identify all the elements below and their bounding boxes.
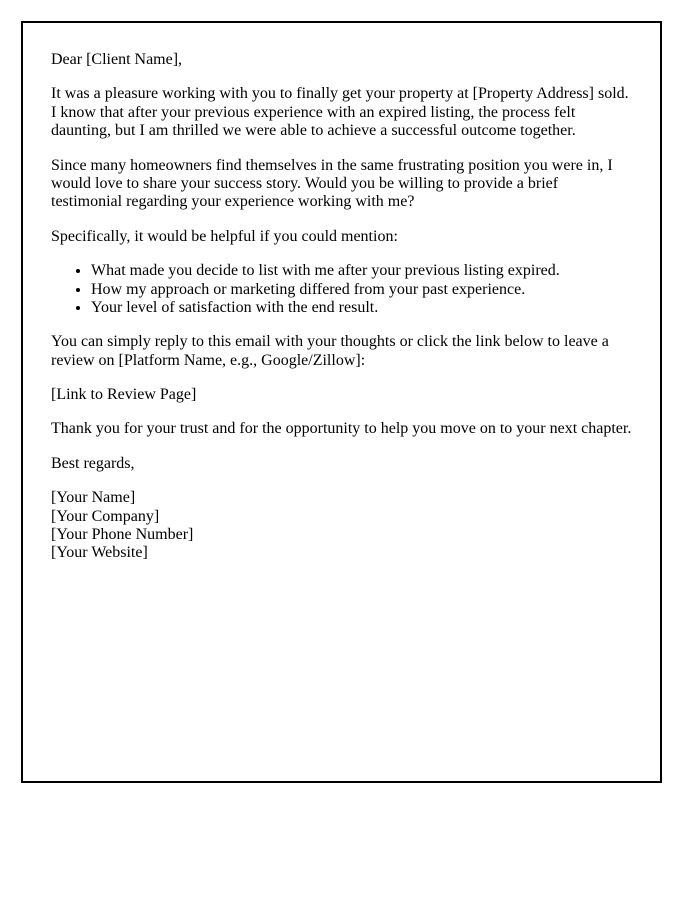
list-item: • What made you decide to list with me after your previous listing expired. — [91, 262, 632, 280]
testimonial-points-list — [51, 262, 632, 317]
signature-block — [51, 489, 632, 563]
body-paragraph-2: Since many homeowners find themselves in the same frustrating position you were in, I would love to share your success story. Would you be willing to provide a brief testimonial regarding your experience working with me? — [51, 156, 613, 211]
list-item: • How my approach or marketing differed from your past experience. — [91, 281, 632, 299]
letter-document — [21, 21, 662, 783]
review-link-placeholder: [Link to Review Page] — [51, 386, 197, 404]
salutation: Dear [Client Name], — [51, 51, 183, 68]
signature-phone: [Your Phone Number] — [51, 526, 194, 544]
signature-website: [Your Website] — [51, 544, 148, 562]
signature-name: [Your Name] — [51, 489, 136, 507]
reply-instructions: You can simply reply to this email with your thoughts or click the link below to leave a review on [Platform Name, e.g., Google/Zillow]: — [51, 333, 609, 369]
signature-company: [Your Company] — [51, 507, 160, 525]
bullets-intro: Specifically, it would be helpful if you could mention: — [51, 227, 398, 245]
body-paragraph-1: It was a pleasure working with you to finally get your property at [Property Address] sold. I know that after your previous experience with an expired listing, the process felt daunting, but I am thrilled we were able to achieve a successful outcome together. — [51, 85, 629, 140]
list-item: • Your level of satisfaction with the end result. — [91, 299, 632, 317]
signoff: Best regards, — [51, 454, 135, 472]
thanks-paragraph: Thank you for your trust and for the opportunity to help you move on to your next chapter. — [51, 420, 632, 438]
